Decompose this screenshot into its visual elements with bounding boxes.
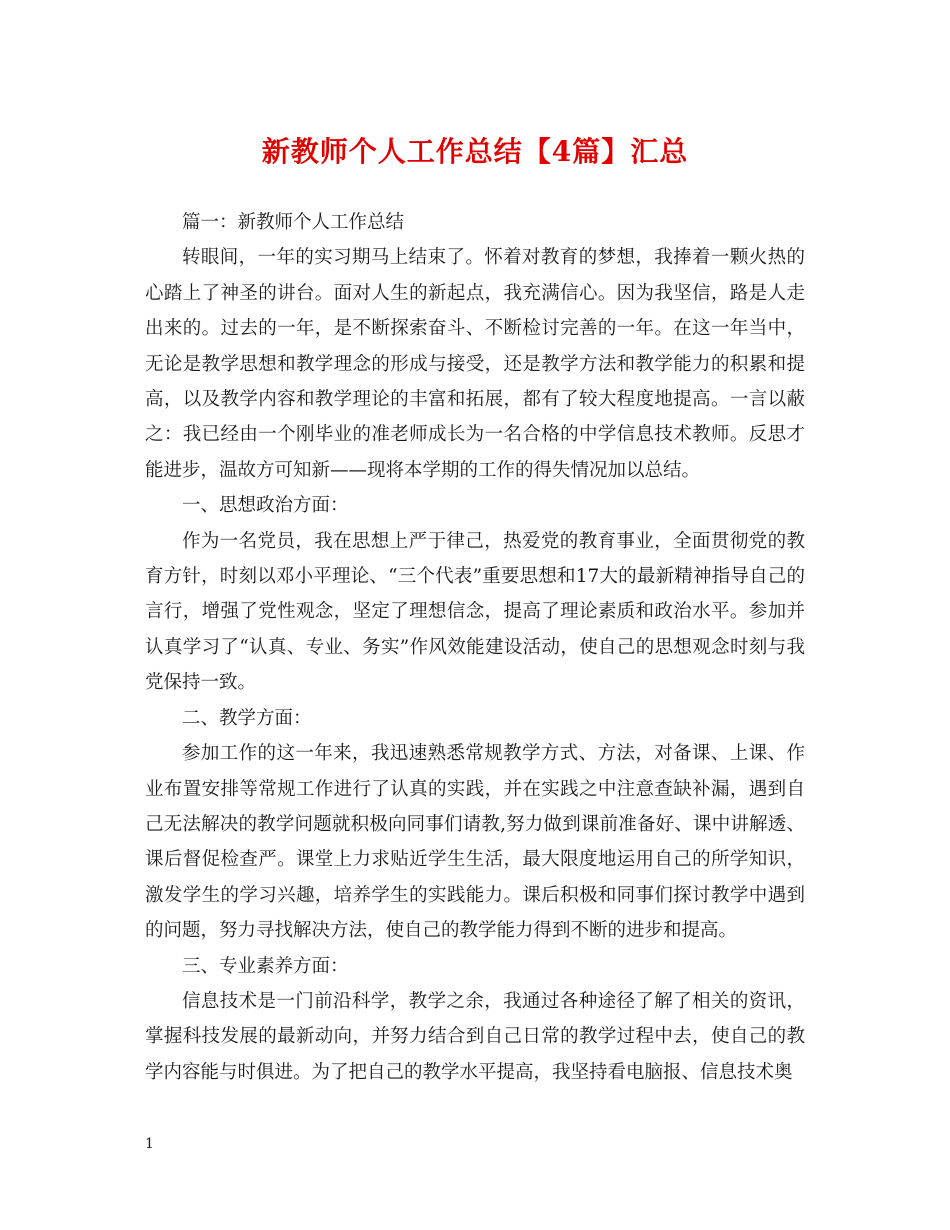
section-heading-professional: 三、专业素养方面：	[182, 955, 349, 977]
section-heading-political: 一、思想政治方面：	[182, 495, 349, 517]
page-number: 1	[145, 1136, 154, 1152]
paragraph-professional: 信息技术是一门前沿科学，教学之余，我通过各种途径了解了相关的资讯，掌握科技发展的最新动向，并努力结合到自己日常的教学过程中去，使自己的教学内容能与时俱进。为了把自己的教学水平提高，我坚持看电脑报、信息技术奥	[145, 990, 805, 1083]
section-heading-teaching: 二、教学方面：	[182, 707, 312, 729]
document-body	[145, 205, 805, 1090]
paragraph-political: 作为一名党员，我在思想上严于律己，热爱党的教育事业，全面贯彻党的教育方针，时刻以邓小平理论、“三个代表”重要思想和17大的最新精神指导自己的言行，增强了党性观念，坚定了理想信念，提高了理论素质和政治水平。参加并认真学习了“认真、专业、务实”作风效能建设活动，使自己的思想观念时刻与我党保持一致。	[145, 530, 805, 694]
section-heading-part-one: 篇一：新教师个人工作总结	[182, 212, 405, 233]
document-title: 新教师个人工作总结【4篇】汇总	[261, 135, 689, 168]
paragraph-teaching: 参加工作的这一年来，我迅速熟悉常规教学方式、方法，对备课、上课、作业布置安排等常规工作进行了认真的实践，并在实践之中注意查缺补漏，遇到自己无法解决的教学问题就积极向同事们请教,努力做到课前准备好、课中讲解透、课后督促检查严。课堂上力求贴近学生生活，最大限度地运用自己的所学知识，激发学生的学习兴趣，培养学生的实践能力。课后积极和同事们探讨教学中遇到的问题，努力寻找解决方法，使自己的教学能力得到不断的进步和提高。	[145, 743, 805, 942]
paragraph-intro: 转眼间，一年的实习期马上结束了。怀着对教育的梦想，我捧着一颗火热的心踏上了神圣的讲台。面对人生的新起点，我充满信心。因为我坚信，路是人走出来的。过去的一年，是不断探索奋斗、不断检讨完善的一年。在这一年当中，无论是教学思想和教学理念的形成与接受，还是教学方法和教学能力的积累和提高，以及教学内容和教学理论的丰富和拓展，都有了较大程度地提高。一言以蔽之：我已经由一个刚毕业的准老师成长为一名合格的中学信息技术教师。反思才能进步，温故方可知新——现将本学期的工作的得失情况加以总结。	[145, 247, 805, 481]
